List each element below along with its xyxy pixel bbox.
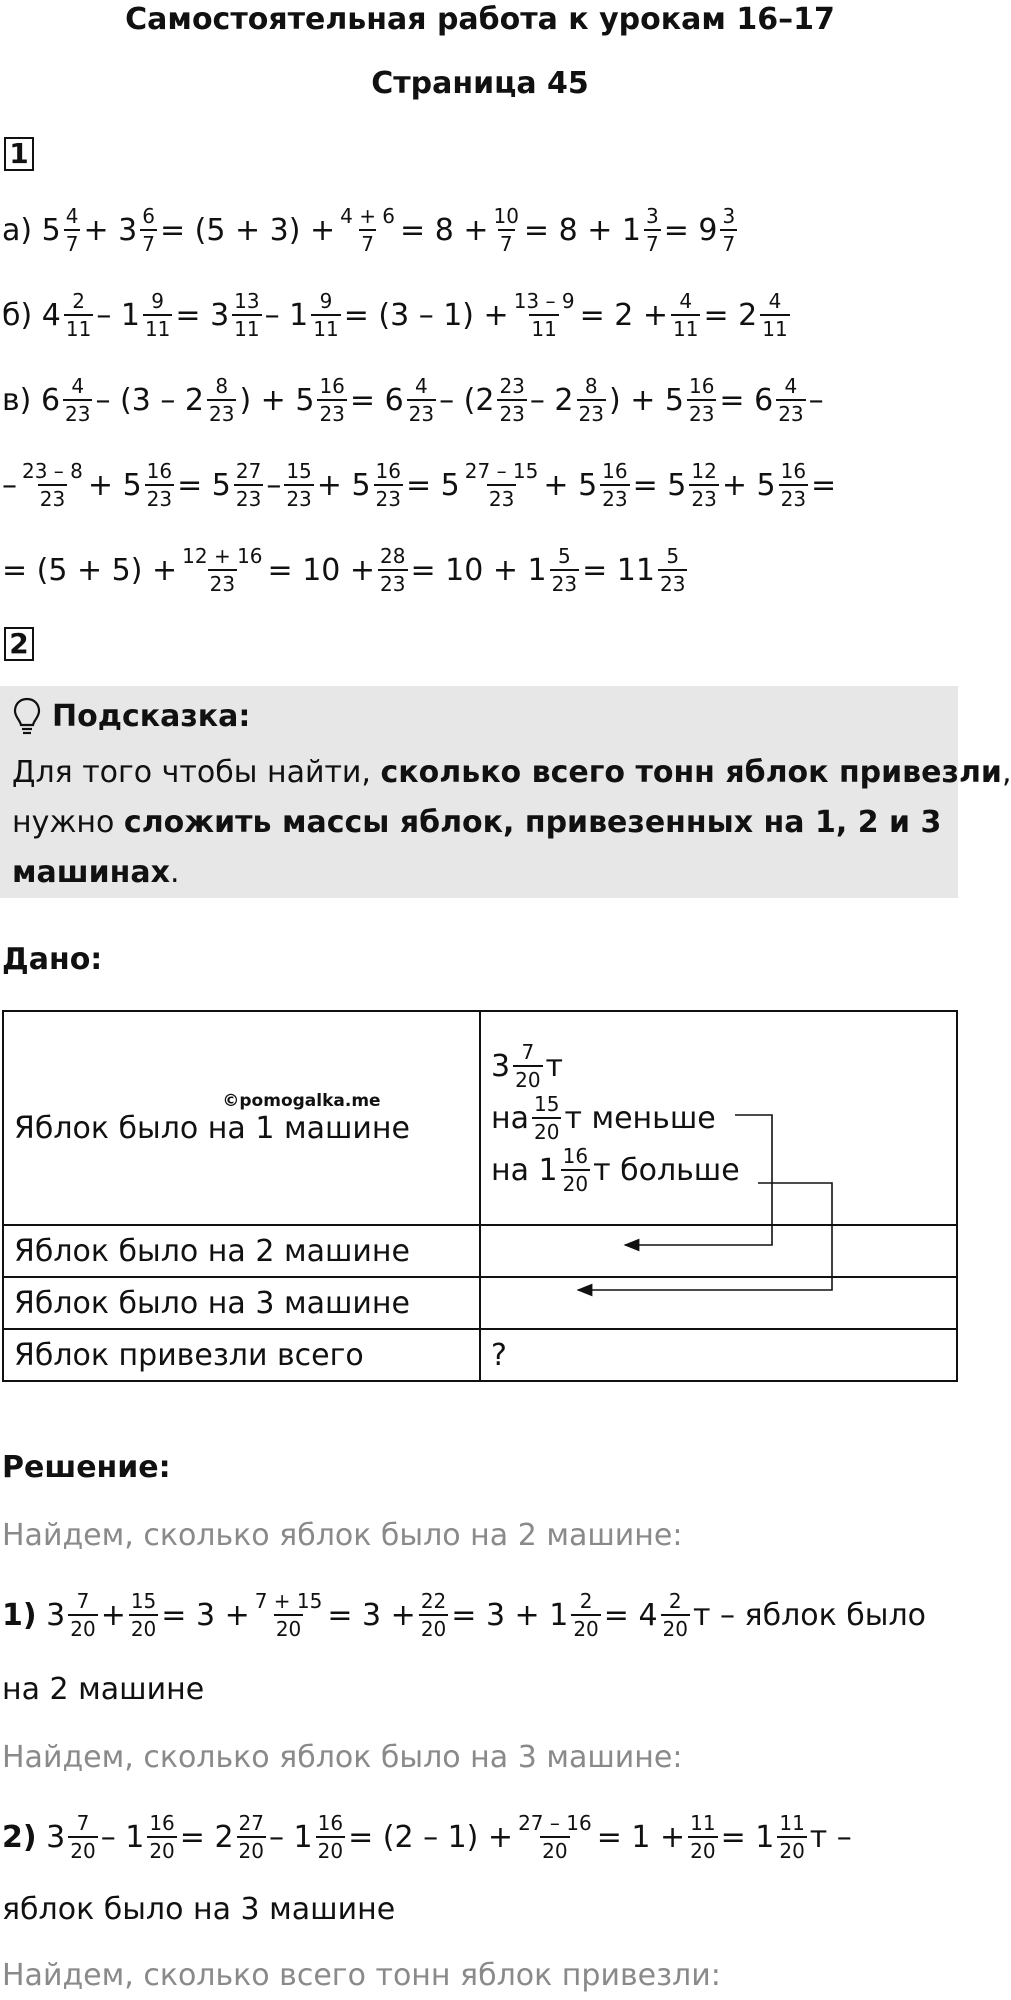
table-row xyxy=(3,1225,957,1277)
fraction: $\frac{2}{20}$ xyxy=(573,1589,599,1641)
table-cell: Яблок было на 3 машине xyxy=(3,1277,480,1329)
fraction: $\frac{28}{23}$ xyxy=(380,544,406,596)
fraction: $\frac{12 + 16}{23}$ xyxy=(182,544,263,596)
fraction: $\frac{7}{20}$ xyxy=(70,1811,96,1863)
lightbulb-icon xyxy=(12,696,42,736)
step-2-continuation: яблок было на 3 машине xyxy=(2,1892,396,1927)
fraction: $\frac{22}{20}$ xyxy=(420,1589,447,1641)
table-cell: ? xyxy=(480,1329,957,1381)
fraction: $\frac{4}{11}$ xyxy=(673,289,699,341)
fraction: $\frac{7 + 15}{20}$ xyxy=(254,1589,323,1641)
table-cell xyxy=(480,1277,957,1329)
fraction: $\frac{27 - 16}{20}$ xyxy=(518,1811,592,1863)
table-row xyxy=(3,1329,957,1381)
fraction: $\frac{15}{20}$ xyxy=(534,1092,560,1144)
hint-title: Подсказка: xyxy=(52,698,251,734)
fraction: $\frac{16}{23}$ xyxy=(375,459,401,511)
task-1v-equation-line-1: в) 6 $\frac{4}{23}$ – (3 – 2 $\frac{8}{23}$ ) + 5 $\frac{16}{23}$ = 6 $\frac{4}{23}$ – (2 $\frac{23}{23}$ – 2 $\frac{8}{23}$ ) + 5 $\frac{16}{23}$ = 6 $\frac{4}{23}$ – xyxy=(2,374,824,426)
given-label: Дано: xyxy=(2,942,103,977)
fraction: $\frac{12}{23}$ xyxy=(691,459,717,511)
task-1a-equation: а) 5 $\frac{4}{7}$ + 3 $\frac{6}{7}$ = (5 + 3) + $\frac{4 + 6}{7}$ = 8 + $\frac{10}{7}$ = 8 + 1 $\frac{3}{7}$ = 9 $\frac{3}{7}$ xyxy=(2,204,736,256)
fraction: $\frac{16}{23}$ xyxy=(780,459,807,511)
fraction: $\frac{23 - 8}{23}$ xyxy=(22,459,83,511)
fraction: $\frac{16}{23}$ xyxy=(602,459,628,511)
table-row xyxy=(3,1011,957,1225)
fraction: $\frac{9}{11}$ xyxy=(144,289,171,341)
given-table xyxy=(2,1010,958,1382)
fraction: $\frac{16}{23}$ xyxy=(688,374,715,426)
solution-label: Решение: xyxy=(2,1450,171,1485)
fraction: $\frac{2}{11}$ xyxy=(65,289,92,341)
step-2-intro: Найдем, сколько яблок было на 3 машине: xyxy=(2,1740,683,1775)
fraction: $\frac{13}{11}$ xyxy=(234,289,260,341)
fraction: $\frac{8}{23}$ xyxy=(578,374,604,426)
hint-box xyxy=(0,686,1011,898)
worksheet-title: Самостоятельная работа к урокам 16–17 xyxy=(125,2,835,37)
task-2-number: 2 xyxy=(4,626,34,661)
fraction: $\frac{15}{20}$ xyxy=(130,1589,157,1641)
fraction: $\frac{6}{7}$ xyxy=(142,204,155,256)
fraction: $\frac{16}{20}$ xyxy=(317,1811,344,1863)
fraction: $\frac{23}{23}$ xyxy=(499,374,525,426)
fraction: $\frac{16}{20}$ xyxy=(562,1144,589,1196)
task-1v-equation-line-2: – $\frac{23 - 8}{23}$ + 5 $\frac{16}{23}$ = 5 $\frac{27}{23}$ – $\frac{15}{23}$ + 5 $\frac{16}{23}$ = 5 $\frac{27 - 15}{23}$ + 5 $\frac{16}{23}$ = 5 $\frac{12}{23}$ + 5 $\frac{16}{23}$ = xyxy=(2,459,837,511)
table-cell: ©pomogalka.me Яблок было на 1 машине xyxy=(3,1011,480,1225)
fraction: $\frac{4}{23}$ xyxy=(778,374,804,426)
fraction: $\frac{27 - 15}{23}$ xyxy=(464,459,539,511)
fraction: $\frac{7}{20}$ xyxy=(70,1589,96,1641)
fraction: $\frac{5}{23}$ xyxy=(551,544,578,596)
table-cell: Яблок привезли всего xyxy=(3,1329,480,1381)
fraction: $\frac{3}{7}$ xyxy=(645,204,659,256)
fraction: $\frac{16}{23}$ xyxy=(319,374,345,426)
fraction: $\frac{7}{20}$ xyxy=(515,1040,541,1092)
fraction: $\frac{9}{11}$ xyxy=(313,289,339,341)
step-1-equation: 1) 3 $\frac{7}{20}$ + $\frac{15}{20}$ = 3 + $\frac{7 + 15}{20}$ = 3 + $\frac{22}{20}$ = 3 + 1 $\frac{2}{20}$ = 4 $\frac{2}{20}$ т – яблок было xyxy=(2,1589,926,1641)
table-cell: Яблок было на 2 машине xyxy=(3,1225,480,1277)
table-cell: 3 $\frac{7}{20}$ т на $\frac{15}{20}$ т меньше на 1 $\frac{16}{20}$ т больше xyxy=(480,1011,957,1225)
fraction: $\frac{2}{20}$ xyxy=(662,1589,688,1641)
fraction: $\frac{8}{23}$ xyxy=(208,374,235,426)
fraction: $\frac{4}{11}$ xyxy=(762,289,788,341)
hint-header xyxy=(12,696,250,736)
fraction: $\frac{27}{23}$ xyxy=(235,459,262,511)
fraction: $\frac{11}{20}$ xyxy=(779,1811,805,1863)
page-number: Страница 45 xyxy=(371,66,589,101)
step-1-continuation: на 2 машине xyxy=(2,1672,205,1707)
fraction: $\frac{16}{20}$ xyxy=(149,1811,175,1863)
fraction: $\frac{16}{23}$ xyxy=(146,459,173,511)
hint-text: Для того чтобы найти, сколько всего тонн яблок привезли, нужно сложить массы яблок, привезенных на 1, 2 и 3 машинах. xyxy=(12,755,1011,890)
table-cell xyxy=(480,1225,957,1277)
fraction: $\frac{4}{7}$ xyxy=(65,204,79,256)
task-1b-equation: б) 4 $\frac{2}{11}$ – 1 $\frac{9}{11}$ = 3 $\frac{13}{11}$ – 1 $\frac{9}{11}$ = (3 – 1) + $\frac{13 - 9}{11}$ = 2 + $\frac{4}{11}$ = 2 $\frac{4}{11}$ xyxy=(2,289,788,341)
table-row xyxy=(3,1277,957,1329)
step-3-intro: Найдем, сколько всего тонн яблок привезли: xyxy=(2,1958,721,1993)
watermark: ©pomogalka.me xyxy=(222,1090,381,1111)
fraction: $\frac{10}{7}$ xyxy=(493,204,519,256)
fraction: $\frac{3}{7}$ xyxy=(722,204,736,256)
task-1-number: 1 xyxy=(4,136,34,171)
fraction: $\frac{5}{23}$ xyxy=(659,544,686,596)
step-1-intro: Найдем, сколько яблок было на 2 машине: xyxy=(2,1518,683,1553)
task-1v-equation-line-3: = (5 + 5) + $\frac{12 + 16}{23}$ = 10 + $\frac{28}{23}$ = 10 + 1 $\frac{5}{23}$ = 11 $\frac{5}{23}$ xyxy=(2,544,686,596)
fraction: $\frac{27}{20}$ xyxy=(238,1811,264,1863)
fraction: $\frac{15}{23}$ xyxy=(286,459,312,511)
fraction: $\frac{4}{23}$ xyxy=(408,374,435,426)
fraction: $\frac{13 - 9}{11}$ xyxy=(513,289,575,341)
fraction: $\frac{4 + 6}{7}$ xyxy=(340,204,396,256)
fraction: $\frac{11}{20}$ xyxy=(690,1811,716,1863)
step-2-equation: 2) 3 $\frac{7}{20}$ – 1 $\frac{16}{20}$ = 2 $\frac{27}{20}$ – 1 $\frac{16}{20}$ = (2 – 1) + $\frac{27 - 16}{20}$ = 1 + $\frac{11}{20}$ = 1 $\frac{11}{20}$ т – xyxy=(2,1811,852,1863)
fraction: $\frac{4}{23}$ xyxy=(65,374,91,426)
